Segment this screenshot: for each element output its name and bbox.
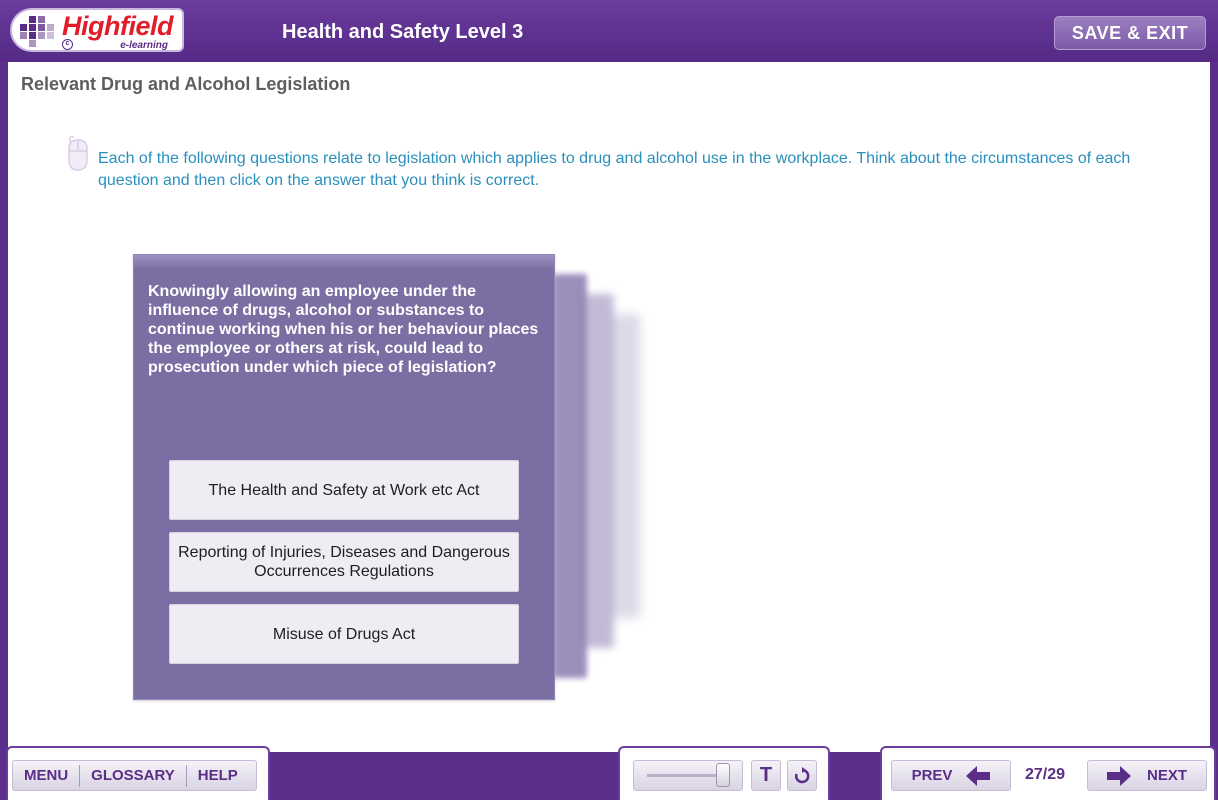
replay-button[interactable] bbox=[787, 760, 817, 791]
right-arrow-icon bbox=[1107, 766, 1131, 786]
stacked-card-shadow bbox=[612, 314, 640, 618]
question-card bbox=[133, 254, 555, 700]
save-exit-button[interactable]: SAVE & EXIT bbox=[1054, 16, 1206, 50]
help-button[interactable]: HELP bbox=[197, 767, 238, 784]
next-button[interactable] bbox=[1087, 760, 1207, 791]
text-toggle-button[interactable]: T bbox=[751, 760, 781, 791]
page-title: Relevant Drug and Alcohol Legislation bbox=[21, 74, 351, 94]
logo-subtitle: e-learning bbox=[120, 40, 168, 51]
answer-option[interactable]: Reporting of Injuries, Diseases and Dangerous Occurrences Regulations bbox=[169, 532, 519, 592]
replay-icon bbox=[793, 767, 811, 785]
menu-button[interactable]: MENU bbox=[24, 767, 69, 784]
mouse-click-icon bbox=[65, 136, 91, 172]
card-header-strip bbox=[134, 255, 554, 269]
header-bar bbox=[0, 0, 1218, 62]
volume-slider-track[interactable] bbox=[647, 774, 727, 777]
logo-text: Highfield bbox=[62, 11, 173, 41]
logo-grid-icon bbox=[20, 16, 56, 48]
stacked-card-shadow bbox=[553, 274, 587, 678]
copyright-icon: c bbox=[62, 39, 73, 50]
footer-menu-group bbox=[12, 760, 257, 791]
stacked-card-shadow bbox=[584, 294, 614, 648]
answer-option[interactable]: The Health and Safety at Work etc Act bbox=[169, 460, 519, 520]
volume-slider-handle[interactable] bbox=[716, 763, 730, 787]
prev-button[interactable] bbox=[891, 760, 1011, 791]
page-counter: 27/29 bbox=[1025, 766, 1066, 783]
next-label: NEXT bbox=[1146, 767, 1187, 784]
content-panel bbox=[8, 62, 1210, 752]
course-title: Health and Safety Level 3 bbox=[282, 21, 524, 43]
prev-label: PREV bbox=[911, 767, 953, 784]
answer-option[interactable]: Misuse of Drugs Act bbox=[169, 604, 519, 664]
instructions-text: Each of the following questions relate to legislation which applies to drug and alcohol use in the workplace. Think about the circumstances of each question and then click on the answer that you think is correct. bbox=[98, 150, 1131, 189]
question-text: Knowingly allowing an employee under the influence of drugs, alcohol or substances to continue working when his or her behaviour places the employee or others at risk, could lead to prosecution under which piece of legislation? bbox=[148, 283, 539, 376]
glossary-button[interactable]: GLOSSARY bbox=[91, 767, 175, 784]
left-arrow-icon bbox=[966, 766, 990, 786]
highfield-logo bbox=[10, 8, 184, 52]
